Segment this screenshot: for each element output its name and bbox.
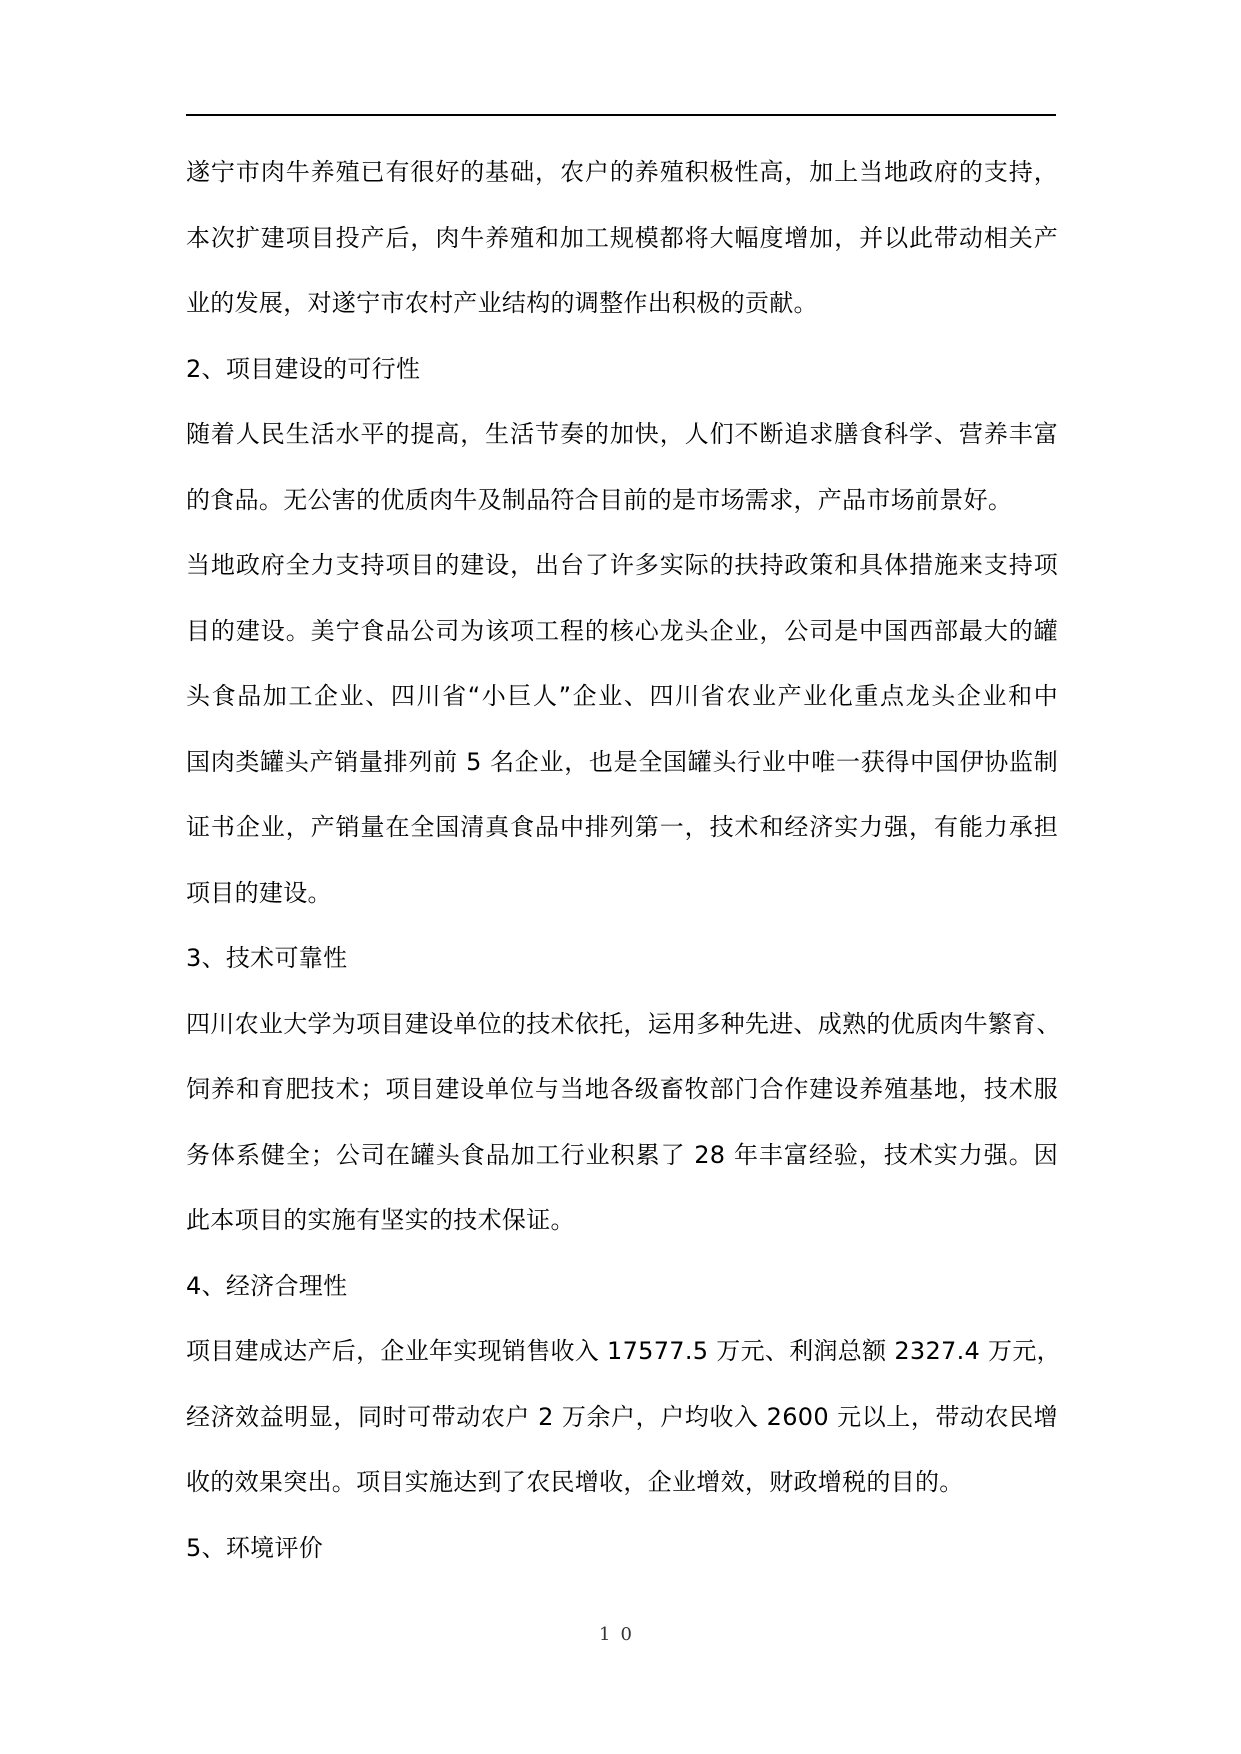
text-line: 项目建成达产后，企业年实现销售收入 17577.5 万元、利润总额 2327.4 万元， [186, 1337, 1061, 1365]
section-heading: 5、环境评价 [186, 1533, 324, 1562]
text-line: 国肉类罐头产销量排列前 5 名企业，也是全国罐头行业中唯一获得中国伊协监制 [186, 747, 1058, 776]
text-line: 饲养和育肥技术；项目建设单位与当地各级畜牧部门合作建设养殖基地，技术服 [186, 1075, 1058, 1103]
text-line: 项目的建设。 [186, 878, 332, 907]
text-line: 证书企业，产销量在全国清真食品中排列第一，技术和经济实力强，有能力承担 [186, 813, 1058, 841]
header-rule [186, 114, 1056, 116]
text-line: 随着人民生活水平的提高，生活节奏的加快，人们不断追求膳食科学、营养丰富 [186, 420, 1058, 448]
page-number: 10 [599, 1624, 642, 1645]
text-line: 本次扩建项目投产后，肉牛养殖和加工规模都将大幅度增加，并以此带动相关产 [186, 223, 1058, 252]
section-heading: 2、项目建设的可行性 [186, 354, 421, 383]
text-line: 此本项目的实施有坚实的技术保证。 [186, 1206, 575, 1234]
text-line: 头食品加工企业、四川省“小巨人”企业、四川省农业产业化重点龙头企业和中 [186, 682, 1058, 710]
text-line: 收的效果突出。项目实施达到了农民增收，企业增效，财政增税的目的。 [186, 1468, 964, 1496]
section-heading: 4、经济合理性 [186, 1271, 348, 1300]
text-line: 四川农业大学为项目建设单位的技术依托，运用多种先进、成熟的优质肉牛繁育、 [186, 1009, 1061, 1038]
text-line: 当地政府全力支持项目的建设，出台了许多实际的扶持政策和具体措施来支持项 [186, 551, 1058, 579]
document-body [186, 140, 1061, 1581]
text-line: 务体系健全；公司在罐头食品加工行业积累了 28 年丰富经验，技术实力强。因 [186, 1140, 1058, 1169]
text-line: 经济效益明显，同时可带动农户 2 万余户，户均收入 2600 元以上，带动农民增 [186, 1402, 1058, 1431]
text-line: 目的建设。美宁食品公司为该项工程的核心龙头企业，公司是中国西部最大的罐 [186, 616, 1058, 645]
text-line: 业的发展，对遂宁市农村产业结构的调整作出积极的贡献。 [186, 289, 818, 317]
section-heading: 3、技术可靠性 [186, 944, 348, 972]
text-line: 遂宁市肉牛养殖已有很好的基础，农户的养殖积极性高，加上当地政府的支持， [186, 158, 1058, 186]
text-line: 的食品。无公害的优质肉牛及制品符合目前的是市场需求，产品市场前景好。 [186, 485, 1013, 514]
